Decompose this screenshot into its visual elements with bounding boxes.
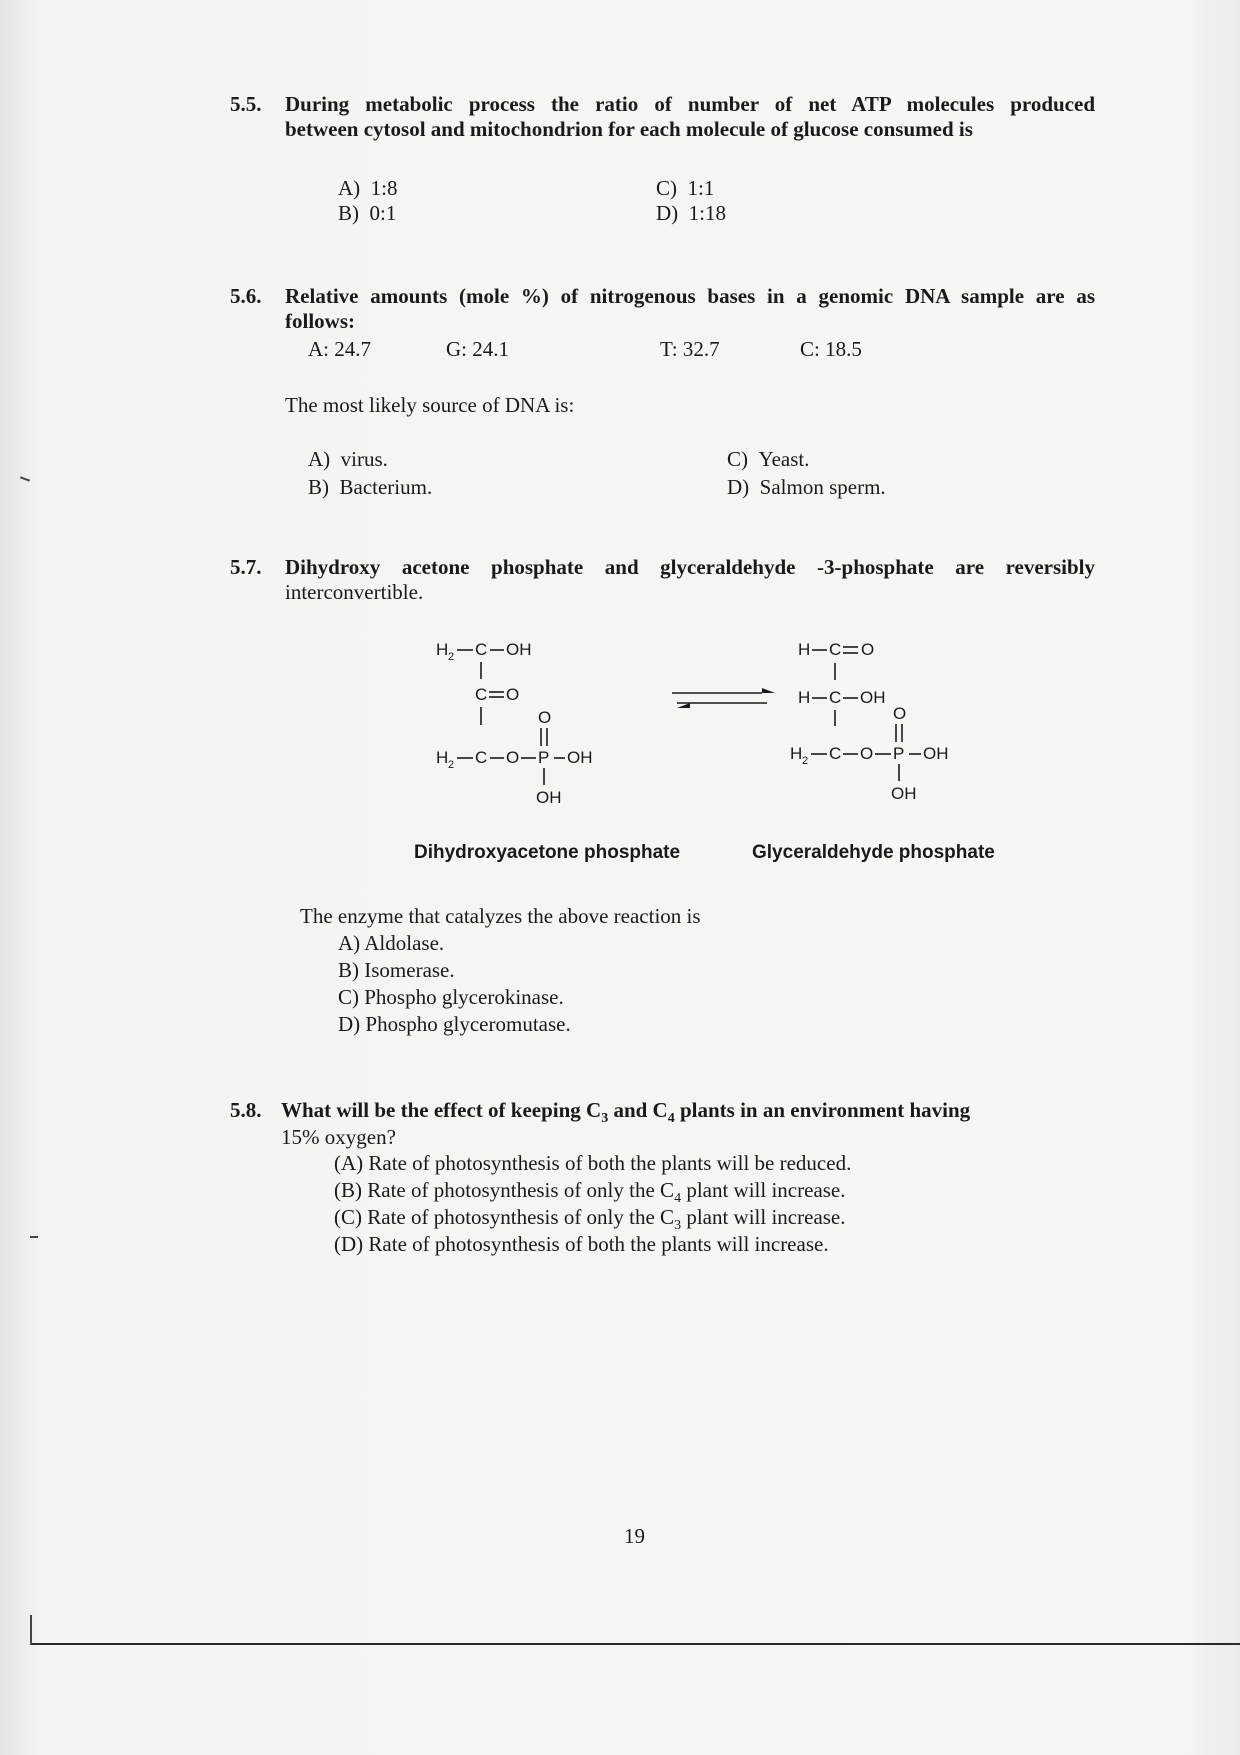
option-a: (A) Rate of photosynthesis of both the plants will be reduced. [334, 1151, 852, 1175]
option-c: C) Phospho glycerokinase. [338, 985, 564, 1009]
svg-text:2: 2 [802, 755, 809, 767]
svg-text:OH: OH [860, 688, 886, 707]
question-text-line2: interconvertible. [285, 580, 424, 604]
option-a: A) Aldolase. [338, 931, 445, 955]
svg-text:P: P [538, 748, 550, 767]
dhap-structure [436, 640, 593, 807]
edge-mark [20, 476, 30, 481]
question-number: 5.7. [230, 555, 262, 579]
svg-text:OH: OH [891, 784, 917, 803]
dhap-label: Dihydroxyacetone phosphate [414, 842, 681, 863]
option-b: B) 0:1 [338, 201, 397, 225]
svg-text:2: 2 [448, 651, 455, 663]
question-text-line1: Relative amounts (mole %) of nitrogenous bases in a genomic DNA sample are as [285, 284, 1095, 308]
svg-text:H: H [798, 640, 811, 659]
option-b: B) Bacterium. [308, 475, 433, 499]
option-d: D) Salmon sperm. [727, 475, 886, 499]
option-b: B) Isomerase. [338, 958, 455, 982]
question-text-line1: Dihydroxy acetone phosphate and glyceraldehyde -3-phosphate are reversibly [285, 555, 1095, 579]
option-d: D) 1:18 [656, 201, 727, 225]
svg-text:O: O [506, 748, 520, 767]
svg-text:OH: OH [536, 788, 562, 807]
option-d: (D) Rate of photosynthesis of both the plants will increase. [334, 1232, 829, 1256]
svg-text:C: C [475, 748, 488, 767]
page-number: 19 [624, 1524, 645, 1548]
question-number: 5.5. [230, 92, 262, 116]
reaction-diagram [400, 625, 1040, 840]
svg-text:H: H [436, 748, 449, 767]
option-a: A) 1:8 [338, 176, 398, 200]
gap-label: Glyceraldehyde phosphate [752, 842, 995, 863]
svg-text:O: O [538, 708, 552, 727]
option-b: (B) Rate of photosynthesis of only the $C_4$ plant will increase. [334, 1178, 846, 1207]
svg-text:OH: OH [506, 640, 532, 659]
edge-mark [30, 1615, 32, 1645]
svg-text:C: C [829, 744, 842, 763]
question-text-line1: During metabolic process the ratio of number of net ATP molecules produced [285, 92, 1095, 116]
base-c-value: C: 18.5 [800, 337, 862, 361]
svg-text:2: 2 [448, 759, 455, 771]
base-g-value: G: 24.1 [446, 337, 509, 361]
edge-mark [30, 1236, 38, 1238]
svg-text:OH: OH [567, 748, 593, 767]
svg-text:C: C [829, 688, 842, 707]
question-text-line2: 15% oxygen? [281, 1125, 396, 1149]
svg-text:O: O [506, 685, 520, 704]
svg-text:O: O [861, 640, 875, 659]
svg-text:O: O [860, 744, 874, 763]
svg-text:O: O [893, 704, 907, 723]
svg-text:C: C [475, 640, 488, 659]
option-c: C) 1:1 [656, 176, 715, 200]
svg-text:P: P [893, 744, 905, 763]
equilibrium-arrows [672, 688, 775, 708]
question-text-line2: between cytosol and mitochondrion for each molecule of glucose consumed is [285, 117, 973, 141]
question-text-line1: What will be the effect of keeping $C_3$ and $C_4$ plants in an environment having [281, 1098, 971, 1127]
svg-text:C: C [829, 640, 842, 659]
question-prompt: The most likely source of DNA is: [285, 393, 575, 417]
question-number: 5.8. [230, 1098, 262, 1122]
option-c: (C) Rate of photosynthesis of only the $C_3$ plant will increase. [334, 1205, 846, 1234]
bottom-divider [30, 1643, 1240, 1645]
base-a-value: A: 24.7 [308, 337, 371, 361]
svg-text:OH: OH [923, 744, 949, 763]
question-prompt: The enzyme that catalyzes the above reaction is [300, 904, 701, 928]
svg-text:C: C [475, 685, 488, 704]
svg-text:H: H [790, 744, 803, 763]
option-c: C) Yeast. [727, 447, 810, 471]
svg-text:H: H [436, 640, 449, 659]
question-number: 5.6. [230, 284, 262, 308]
option-d: D) Phospho glyceromutase. [338, 1012, 571, 1036]
gap-structure [790, 640, 949, 803]
question-text-line2: follows: [285, 309, 355, 333]
base-t-value: T: 32.7 [660, 337, 720, 361]
option-a: A) virus. [308, 447, 388, 471]
svg-text:H: H [798, 688, 811, 707]
